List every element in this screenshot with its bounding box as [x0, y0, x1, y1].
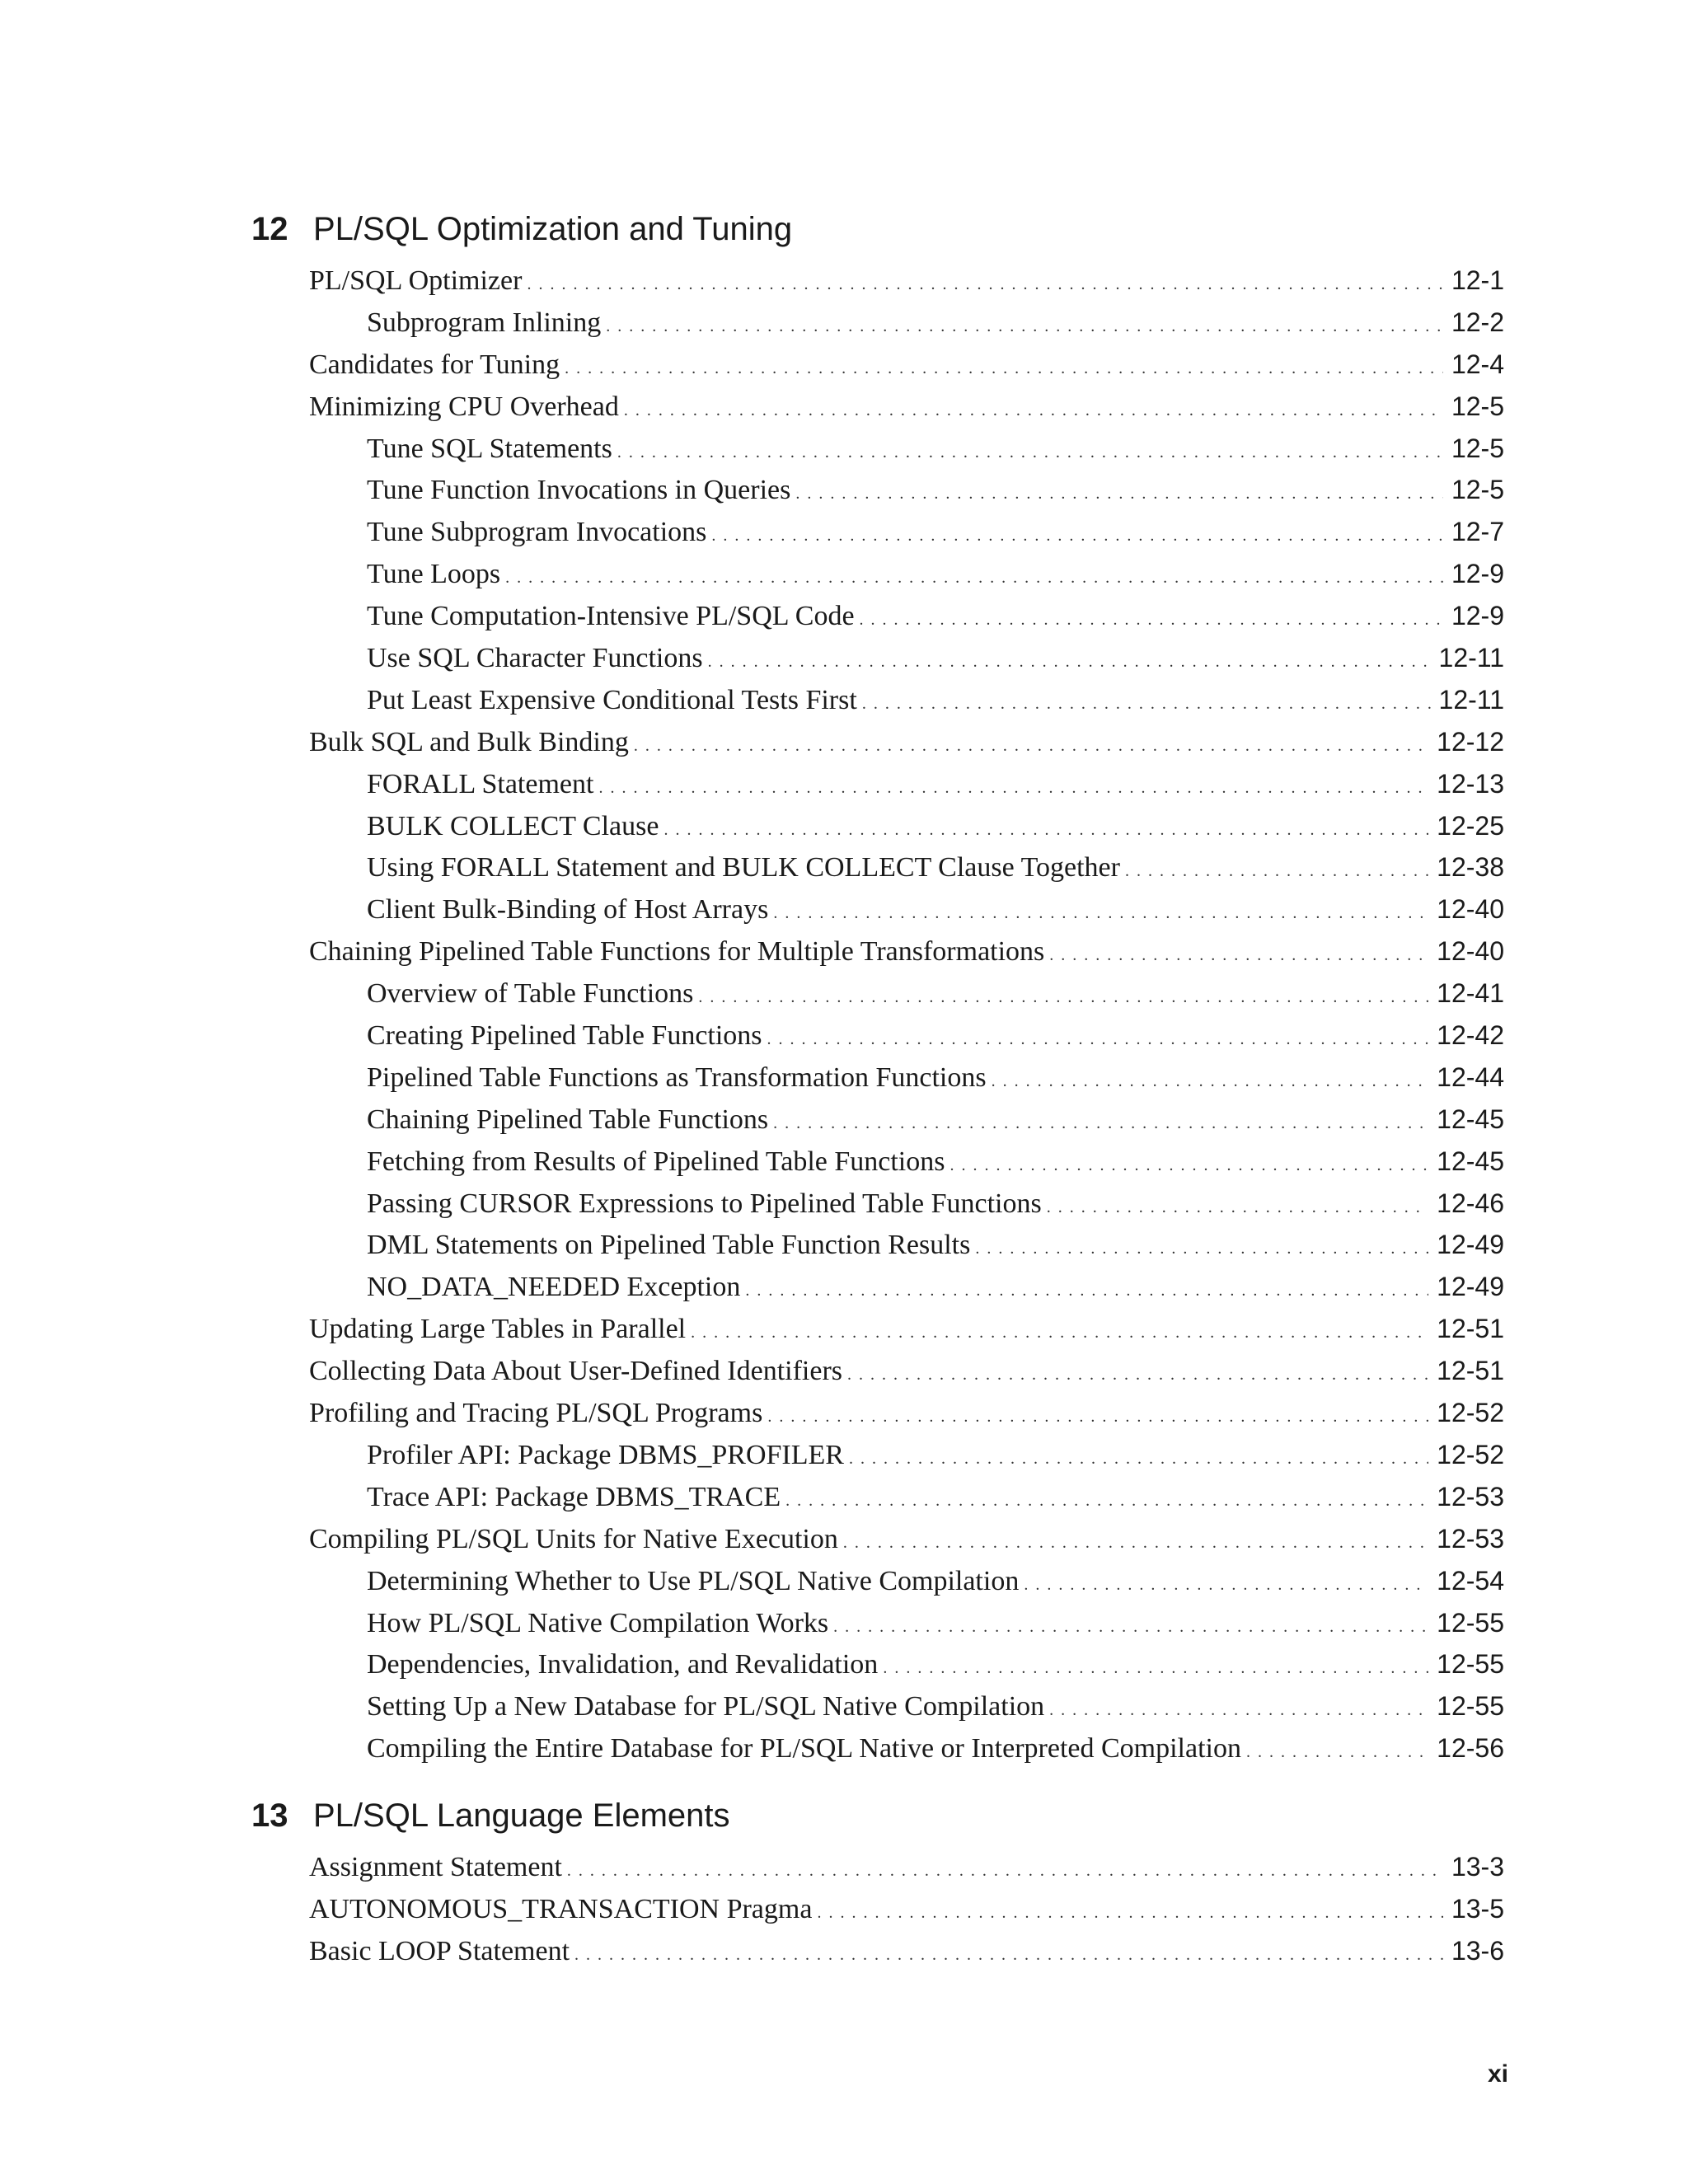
- dot-leader: [1049, 935, 1428, 977]
- toc-entry-page-number[interactable]: 12-41: [1437, 978, 1504, 1009]
- toc-entry[interactable]: [367, 972, 1504, 1015]
- toc-entry-title[interactable]: Pipelined Table Functions as Transformation Functions: [367, 1062, 987, 1093]
- chapter-number: 12: [251, 211, 288, 247]
- toc-entry-page-number[interactable]: 12-25: [1437, 810, 1504, 841]
- dot-leader: [624, 390, 1443, 432]
- toc-entry-title[interactable]: Profiling and Tracing PL/SQL Programs: [309, 1398, 763, 1429]
- dot-leader: [773, 1103, 1428, 1145]
- dot-leader: [505, 557, 1443, 599]
- toc-entry[interactable]: [367, 595, 1504, 637]
- dot-leader: [527, 264, 1443, 306]
- dot-leader: [849, 1438, 1428, 1480]
- dot-leader: [567, 1850, 1443, 1892]
- toc-entry-page-number[interactable]: 12-51: [1437, 1356, 1504, 1386]
- toc-entry[interactable]: [309, 1392, 1504, 1434]
- toc-entry[interactable]: [367, 553, 1504, 595]
- toc-entry[interactable]: [367, 469, 1504, 511]
- chapter-heading: [251, 1795, 1504, 1836]
- toc-entry-list: [251, 1846, 1504, 1972]
- toc-entry[interactable]: [367, 1434, 1504, 1476]
- toc-entry-page-number[interactable]: 13-6: [1451, 1935, 1504, 1966]
- toc-entry-title[interactable]: Passing CURSOR Expressions to Pipelined Table Functions: [367, 1188, 1042, 1219]
- toc-entry[interactable]: [309, 1350, 1504, 1392]
- toc-entry-page-number[interactable]: 13-3: [1451, 1852, 1504, 1882]
- toc-entry-title[interactable]: Determining Whether to Use PL/SQL Native Compilation: [367, 1565, 1020, 1596]
- dot-leader: [992, 1061, 1429, 1103]
- dot-leader: [598, 767, 1428, 809]
- toc-entry-title[interactable]: Chaining Pipelined Table Functions: [367, 1104, 769, 1135]
- toc-entry-title[interactable]: Profiler API: Package DBMS_PROFILER: [367, 1439, 844, 1470]
- toc-entry[interactable]: [309, 386, 1504, 428]
- toc-entry[interactable]: [309, 1518, 1504, 1560]
- toc-entry[interactable]: [367, 1183, 1504, 1225]
- chapter-heading: [251, 209, 1504, 250]
- toc-entry[interactable]: [309, 1846, 1504, 1888]
- toc-entry-title[interactable]: Chaining Pipelined Table Functions for Multiple Transformations: [309, 936, 1045, 968]
- chapter-number: 13: [251, 1797, 288, 1834]
- toc-entry[interactable]: [367, 679, 1504, 721]
- toc-entry-page-number[interactable]: 12-44: [1437, 1062, 1504, 1092]
- dot-leader: [767, 1396, 1428, 1438]
- toc-entry[interactable]: [367, 805, 1504, 847]
- toc-entry[interactable]: [309, 1308, 1504, 1350]
- toc-entry-page-number[interactable]: 12-11: [1438, 643, 1504, 673]
- toc-entry[interactable]: [367, 1727, 1504, 1769]
- toc-entry-page-number[interactable]: 12-49: [1437, 1230, 1504, 1260]
- dot-leader: [883, 1647, 1428, 1690]
- toc-entry[interactable]: [309, 721, 1504, 763]
- toc-entry[interactable]: [367, 1266, 1504, 1308]
- toc-entry[interactable]: [367, 1685, 1504, 1727]
- dot-leader: [574, 1934, 1443, 1976]
- toc-entry-title[interactable]: PL/SQL Optimizer: [309, 265, 523, 296]
- toc-entry-title[interactable]: Minimizing CPU Overhead: [309, 391, 619, 422]
- toc-entry-title[interactable]: DML Statements on Pipelined Table Function Results: [367, 1230, 971, 1261]
- toc-entry-title[interactable]: Tune Function Invocations in Queries: [367, 475, 791, 506]
- dot-leader: [1246, 1732, 1428, 1774]
- toc-entry-page-number[interactable]: 12-46: [1437, 1188, 1504, 1218]
- chapter-title: PL/SQL Language Elements: [313, 1797, 730, 1834]
- dot-leader: [698, 977, 1428, 1019]
- toc-entry-page-number[interactable]: 12-40: [1437, 936, 1504, 967]
- dot-leader: [975, 1228, 1428, 1270]
- toc-entry-title[interactable]: NO_DATA_NEEDED Exception: [367, 1272, 741, 1303]
- toc-entry-title[interactable]: Compiling the Entire Database for PL/SQL Native or Interpreted Compilation: [367, 1733, 1241, 1765]
- toc-entry-title[interactable]: FORALL Statement: [367, 768, 594, 799]
- dot-leader: [1047, 1187, 1428, 1229]
- toc-entry[interactable]: [367, 1015, 1504, 1057]
- toc-entry-page-number[interactable]: 12-55: [1437, 1691, 1504, 1722]
- toc-entry-page-number[interactable]: 12-2: [1451, 307, 1504, 337]
- toc-entry[interactable]: [309, 930, 1504, 972]
- toc-entry-page-number[interactable]: 12-49: [1437, 1272, 1504, 1302]
- dot-leader: [663, 809, 1428, 851]
- dot-leader: [1024, 1564, 1428, 1606]
- toc-entry-page-number[interactable]: 12-11: [1438, 684, 1504, 715]
- toc-entry-title[interactable]: How PL/SQL Native Compilation Works: [367, 1607, 829, 1638]
- toc-entry-page-number[interactable]: 12-54: [1437, 1565, 1504, 1596]
- dot-leader: [708, 641, 1431, 683]
- toc-entry-page-number[interactable]: 12-53: [1437, 1523, 1504, 1554]
- toc-entry-page-number[interactable]: 12-38: [1437, 852, 1504, 883]
- toc-entry-page-number[interactable]: 13-5: [1451, 1893, 1504, 1924]
- toc-entry-page-number[interactable]: 12-1: [1451, 265, 1504, 295]
- dot-leader: [817, 1892, 1443, 1934]
- toc-entry-page-number[interactable]: 12-13: [1437, 768, 1504, 799]
- toc-entry-page-number[interactable]: 12-52: [1437, 1439, 1504, 1469]
- page-folio: xi: [1487, 2060, 1508, 2088]
- toc-entry[interactable]: [367, 637, 1504, 679]
- dot-leader: [843, 1522, 1428, 1564]
- toc-entry-page-number[interactable]: 12-56: [1437, 1733, 1504, 1764]
- toc-entry-page-number[interactable]: 12-55: [1437, 1607, 1504, 1638]
- toc-entry[interactable]: [309, 1888, 1504, 1930]
- toc-entry-title[interactable]: Collecting Data About User-Defined Identifiers: [309, 1356, 843, 1387]
- dot-leader: [833, 1606, 1428, 1648]
- toc-entry-title[interactable]: Dependencies, Invalidation, and Revalidation: [367, 1649, 879, 1680]
- toc-entry-page-number[interactable]: 12-7: [1451, 517, 1504, 547]
- chapter-title: PL/SQL Optimization and Tuning: [313, 211, 793, 247]
- toc-entry[interactable]: [367, 428, 1504, 470]
- toc-entry-title[interactable]: Tune Subprogram Invocations: [367, 517, 707, 548]
- toc-entry[interactable]: [367, 888, 1504, 930]
- toc-entry[interactable]: [367, 1476, 1504, 1518]
- toc-entry-page-number[interactable]: 12-4: [1451, 349, 1504, 379]
- dot-leader: [862, 683, 1431, 725]
- dot-leader: [1125, 851, 1428, 893]
- toc-entry[interactable]: [367, 763, 1504, 805]
- toc-entry-title[interactable]: Client Bulk-Binding of Host Arrays: [367, 894, 769, 926]
- toc-entry[interactable]: [367, 1141, 1504, 1183]
- toc-entry-title[interactable]: Bulk SQL and Bulk Binding: [309, 726, 629, 757]
- toc-entry-list: [251, 260, 1504, 1769]
- toc-entry[interactable]: [309, 1930, 1504, 1972]
- toc-entry-page-number[interactable]: 12-42: [1437, 1020, 1504, 1051]
- toc-entry-title[interactable]: Updating Large Tables in Parallel: [309, 1314, 687, 1345]
- toc-entry-title[interactable]: Tune Computation-Intensive PL/SQL Code: [367, 601, 855, 632]
- toc-entry-page-number[interactable]: 12-55: [1437, 1649, 1504, 1680]
- toc-entry-title[interactable]: Put Least Expensive Conditional Tests First: [367, 684, 857, 715]
- dot-leader: [745, 1270, 1428, 1312]
- toc-entry[interactable]: [367, 1602, 1504, 1644]
- toc-entry-title[interactable]: Using FORALL Statement and BULK COLLECT Clause Together: [367, 852, 1120, 883]
- toc-entry[interactable]: [367, 1057, 1504, 1099]
- toc-entry-page-number[interactable]: 12-9: [1451, 601, 1504, 631]
- dot-leader: [773, 893, 1428, 935]
- toc-entry-title[interactable]: Fetching from Results of Pipelined Table Functions: [367, 1146, 945, 1177]
- toc-entry-title[interactable]: Overview of Table Functions: [367, 978, 694, 1010]
- dot-leader: [847, 1354, 1428, 1396]
- toc-entry-title[interactable]: BULK COLLECT Clause: [367, 810, 659, 841]
- toc-entry-title[interactable]: Candidates for Tuning: [309, 349, 560, 380]
- toc-entry-title[interactable]: Tune Loops: [367, 559, 501, 590]
- toc-entry[interactable]: [367, 302, 1504, 344]
- toc-entry-title[interactable]: Assignment Statement: [309, 1852, 562, 1882]
- dot-leader: [860, 599, 1443, 641]
- toc-entry-page-number[interactable]: 12-9: [1451, 559, 1504, 589]
- toc-entry-title[interactable]: Setting Up a New Database for PL/SQL Native Compilation: [367, 1691, 1045, 1722]
- toc-entry-title[interactable]: Use SQL Character Functions: [367, 643, 703, 674]
- dot-leader: [711, 515, 1443, 557]
- dot-leader: [767, 1019, 1429, 1061]
- toc-entry[interactable]: [367, 1099, 1504, 1141]
- dot-leader: [565, 348, 1443, 390]
- toc-entry[interactable]: [367, 846, 1504, 888]
- toc-entry-title[interactable]: Tune SQL Statements: [367, 433, 612, 464]
- chapter-section: [251, 1795, 1504, 1972]
- toc-entry-page-number[interactable]: 12-5: [1451, 391, 1504, 421]
- dot-leader: [634, 725, 1428, 767]
- toc-entry-page-number[interactable]: 12-5: [1451, 475, 1504, 505]
- toc-entry-page-number[interactable]: 12-51: [1437, 1314, 1504, 1344]
- toc-entry-title[interactable]: Compiling PL/SQL Units for Native Execution: [309, 1523, 838, 1554]
- toc-entry[interactable]: [367, 1560, 1504, 1602]
- toc-entry-page-number[interactable]: 12-40: [1437, 894, 1504, 925]
- toc-entry-page-number[interactable]: 12-45: [1437, 1146, 1504, 1176]
- toc-entry-title[interactable]: Basic LOOP Statement: [309, 1935, 570, 1966]
- toc-entry[interactable]: [367, 1643, 1504, 1685]
- dot-leader: [795, 473, 1443, 515]
- toc-entry-title[interactable]: AUTONOMOUS_TRANSACTION Pragma: [309, 1893, 813, 1924]
- dot-leader: [950, 1145, 1428, 1187]
- toc-entry-title[interactable]: Trace API: Package DBMS_TRACE: [367, 1481, 781, 1512]
- toc-entry-page-number[interactable]: 12-45: [1437, 1104, 1504, 1134]
- dot-leader: [691, 1312, 1428, 1354]
- dot-leader: [606, 306, 1443, 348]
- toc-entry[interactable]: [367, 1224, 1504, 1266]
- chapter-section: [251, 209, 1504, 1769]
- dot-leader: [785, 1480, 1428, 1522]
- toc-entry[interactable]: [309, 260, 1504, 302]
- toc-entry-page-number[interactable]: 12-52: [1437, 1398, 1504, 1428]
- toc-entry[interactable]: [309, 344, 1504, 386]
- toc-entry-page-number[interactable]: 12-5: [1451, 433, 1504, 463]
- toc-entry[interactable]: [367, 511, 1504, 553]
- toc-entry-title[interactable]: Creating Pipelined Table Functions: [367, 1020, 762, 1052]
- dot-leader: [1049, 1690, 1428, 1732]
- dot-leader: [617, 432, 1443, 474]
- toc-entry-page-number[interactable]: 12-12: [1437, 726, 1504, 757]
- toc-entry-page-number[interactable]: 12-53: [1437, 1481, 1504, 1511]
- toc-entry-title[interactable]: Subprogram Inlining: [367, 307, 602, 338]
